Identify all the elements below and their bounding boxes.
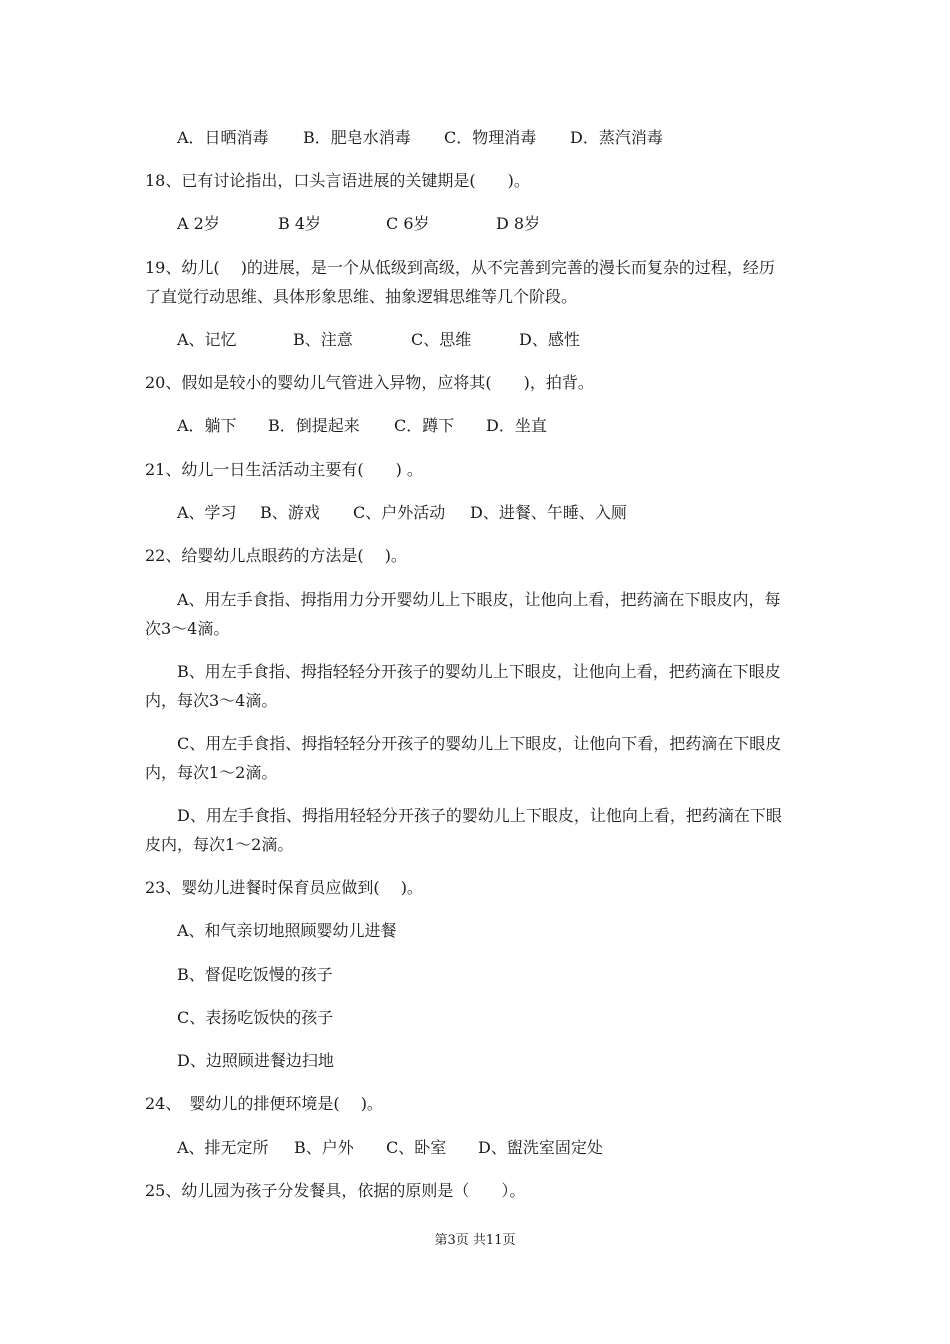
q17-option-c: C．物理消毒 bbox=[444, 128, 537, 147]
q24-option-a: A、排无定所 bbox=[177, 1138, 269, 1157]
q23-option-a: A、和气亲切地照顾婴幼儿进餐 bbox=[177, 921, 397, 940]
q22-option-a-line2: 次3～4滴。 bbox=[145, 619, 230, 638]
q19-option-c: C、思维 bbox=[411, 330, 472, 349]
q20-option-d: D．坐直 bbox=[486, 416, 547, 435]
q21-option-a: A、学习 bbox=[177, 503, 237, 522]
q18-option-c: C 6岁 bbox=[386, 214, 430, 233]
q18-option-d: D 8岁 bbox=[496, 214, 541, 233]
q21-option-c: C、户外活动 bbox=[353, 503, 446, 522]
q17-option-b: B．肥皂水消毒 bbox=[303, 128, 411, 147]
q18-option-a: A 2岁 bbox=[177, 214, 220, 233]
q23-option-c: C、表扬吃饭快的孩子 bbox=[177, 1008, 334, 1027]
q20-stem: 20、假如是较小的婴幼儿气管进入异物，应将其( )，拍背。 bbox=[145, 373, 594, 392]
q22-option-c-line1: C、用左手食指、拇指轻轻分开孩子的婴幼儿上下眼皮，让他向下看，把药滴在下眼皮 bbox=[177, 734, 782, 753]
q23-stem: 23、婴幼儿进餐时保育员应做到( )。 bbox=[145, 878, 423, 897]
q23-option-b: B、督促吃饭慢的孩子 bbox=[177, 965, 333, 984]
q19-stem-line2: 了直觉行动思维、具体形象思维、抽象逻辑思维等几个阶段。 bbox=[145, 287, 578, 306]
q24-stem: 24、 婴幼儿的排便环境是( )。 bbox=[145, 1094, 383, 1113]
page-footer: 第3页 共11页 bbox=[434, 1233, 516, 1248]
q22-option-a-line1: A、用左手食指、拇指用力分开婴幼儿上下眼皮，让他向上看，把药滴在下眼皮内，每 bbox=[177, 590, 781, 609]
q21-stem: 21、幼儿一日生活活动主要有( ) 。 bbox=[145, 460, 423, 479]
q18-stem: 18、已有讨论指出，口头言语进展的关键期是( )。 bbox=[145, 171, 530, 190]
q20-option-c: C．蹲下 bbox=[394, 416, 455, 435]
q21-option-d: D、进餐、午睡、入厕 bbox=[470, 503, 627, 522]
q19-stem-line1: 19、幼儿( )的进展，是一个从低级到高级，从不完善到完善的漫长而复杂的过程，经历 bbox=[145, 258, 775, 277]
q22-option-d-line2: 皮内，每次1～2滴。 bbox=[145, 835, 294, 854]
q24-option-c: C、卧室 bbox=[386, 1138, 447, 1157]
q18-option-b: B 4岁 bbox=[278, 214, 322, 233]
q22-option-d-line1: D、用左手食指、拇指用轻轻分开孩子的婴幼儿上下眼皮，让他向上看，把药滴在下眼 bbox=[177, 806, 782, 825]
q22-stem: 22、给婴幼儿点眼药的方法是( )。 bbox=[145, 546, 407, 565]
q25-stem: 25、幼儿园为孩子分发餐具，依据的原则是（ ）。 bbox=[145, 1181, 526, 1200]
q17-option-a: A．日晒消毒 bbox=[177, 128, 269, 147]
q24-option-b: B、户外 bbox=[294, 1138, 354, 1157]
q20-option-a: A．躺下 bbox=[177, 416, 237, 435]
q19-option-a: A、记忆 bbox=[177, 330, 237, 349]
q23-option-d: D、边照顾进餐边扫地 bbox=[177, 1051, 334, 1070]
q20-option-b: B．倒提起来 bbox=[268, 416, 360, 435]
q19-option-b: B、注意 bbox=[293, 330, 353, 349]
q24-option-d: D、盥洗室固定处 bbox=[478, 1138, 603, 1157]
q17-option-d: D．蒸汽消毒 bbox=[570, 128, 663, 147]
q22-option-c-line2: 内，每次1～2滴。 bbox=[145, 763, 278, 782]
q22-option-b-line2: 内，每次3～4滴。 bbox=[145, 691, 278, 710]
q19-option-d: D、感性 bbox=[519, 330, 580, 349]
q22-option-b-line1: B、用左手食指、拇指轻轻分开孩子的婴幼儿上下眼皮，让他向上看，把药滴在下眼皮 bbox=[177, 662, 781, 681]
q21-option-b: B、游戏 bbox=[260, 503, 320, 522]
